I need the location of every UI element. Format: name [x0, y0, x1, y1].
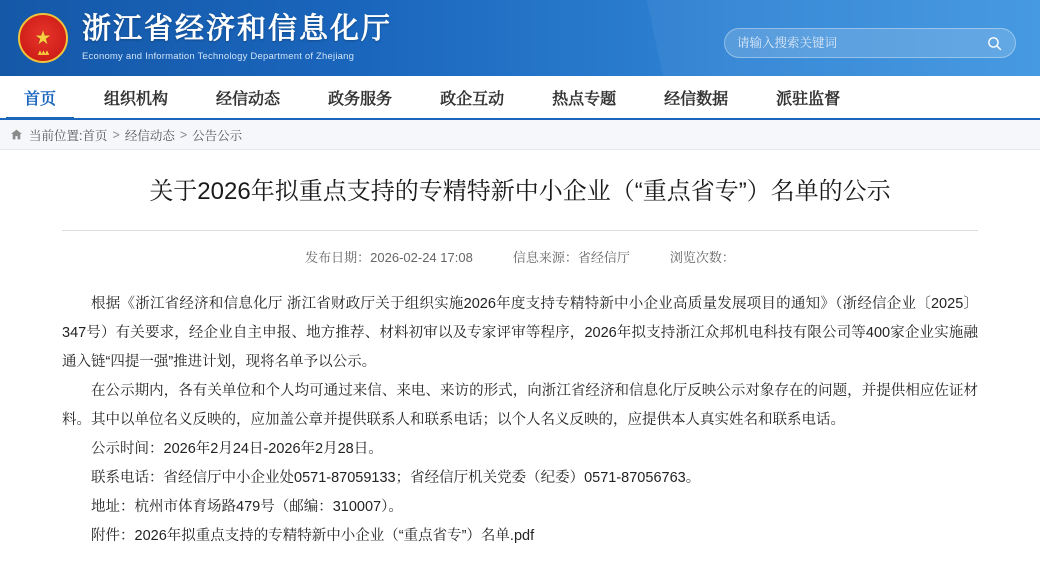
- search-box[interactable]: [724, 28, 1016, 58]
- attachment-link[interactable]: 附件：2026年拟重点支持的专精特新中小企业（“重点省专”）名单.pdf: [91, 528, 535, 545]
- nav-item-supervision[interactable]: 派驻监督: [776, 90, 841, 108]
- search-icon[interactable]: [986, 35, 1003, 52]
- nav-item-news[interactable]: 经信动态: [216, 90, 281, 108]
- publish-date: [305, 247, 473, 266]
- view-count-label: 浏览次数：: [669, 250, 735, 266]
- publish-date-label: 发布日期：: [305, 250, 371, 266]
- article-meta: [62, 230, 978, 266]
- article: [0, 150, 1040, 551]
- nav-item-gov-service[interactable]: 政务服务: [328, 90, 393, 108]
- source: [513, 247, 630, 266]
- breadcrumb: [0, 120, 1040, 150]
- nav-item-topics[interactable]: 热点专题: [552, 90, 617, 108]
- view-count: [670, 247, 735, 266]
- site-title: 浙江省经济和信息化厅: [82, 13, 393, 46]
- breadcrumb-prefix: 当前位置:: [29, 128, 83, 143]
- page-title: 关于2026年拟重点支持的专精特新中小企业（“重点省专”）名单的公示: [149, 178, 891, 205]
- site-title-block: [82, 14, 392, 62]
- search-input[interactable]: [737, 36, 986, 50]
- nav-item-organization[interactable]: 组织机构: [104, 90, 169, 108]
- article-paragraph-2: 在公示期内，各有关单位和个人均可通过来信、来电、来访的形式，向浙江省经济和信息化厅反映公示对象存在的问题，并提供相应佐证材料。其中以单位名义反映的，应加盖公章并提供联系人和联系电话；以个人名义反映的，应提供本人真实姓名和联系电话。: [62, 383, 978, 429]
- article-body: [62, 290, 978, 551]
- breadcrumb-separator-1: >: [112, 127, 120, 142]
- source-value: 省经信厅: [577, 250, 630, 266]
- publish-date-value: 2026-02-24 17:08: [370, 250, 473, 266]
- article-paragraph-4: 联系电话：省经信厅中小企业处0571-87059133；省经信厅机关党委（纪委）0571-87056763。: [91, 470, 701, 487]
- nav-item-data[interactable]: 经信数据: [664, 90, 729, 108]
- source-label: 信息来源：: [512, 250, 578, 266]
- article-paragraph-5: 地址：杭州市体育场路479号（邮编：310007）。: [91, 499, 403, 516]
- site-header: [0, 0, 1040, 76]
- site-subtitle: Economy and Information Technology Department of Zhejiang: [82, 50, 355, 62]
- breadcrumb-separator-2: >: [179, 127, 188, 142]
- national-emblem-icon: [18, 13, 68, 63]
- nav-item-interaction[interactable]: 政企互动: [440, 90, 505, 108]
- article-paragraph-3: 公示时间：2026年2月24日-2026年2月28日。: [91, 441, 383, 458]
- article-paragraph-1: 根据《浙江省经济和信息化厅 浙江省财政厅关于组织实施2026年度支持专精特新中小企业高质量发展项目的通知》（浙经信企业〔2025〕347号）有关要求，经企业自主申报、地方推荐、材料初审以及专家评审等程序，2026年拟支持浙江众邦机电科技有限公司等400家企业实施融通入链“四提一强”推进计划，现将名单予以公示。: [62, 296, 978, 371]
- home-icon: [10, 128, 23, 141]
- breadcrumb-item-home[interactable]: 首页: [82, 128, 108, 143]
- emblem-wheat-icon: ▴▴▴: [37, 47, 49, 57]
- emblem-star-icon: ★: [34, 27, 52, 49]
- nav-item-home[interactable]: 首页: [0, 76, 80, 118]
- main-nav: [0, 76, 1040, 120]
- breadcrumb-item-announcements[interactable]: 公告公示: [192, 128, 243, 143]
- breadcrumb-item-news[interactable]: 经信动态: [124, 128, 175, 143]
